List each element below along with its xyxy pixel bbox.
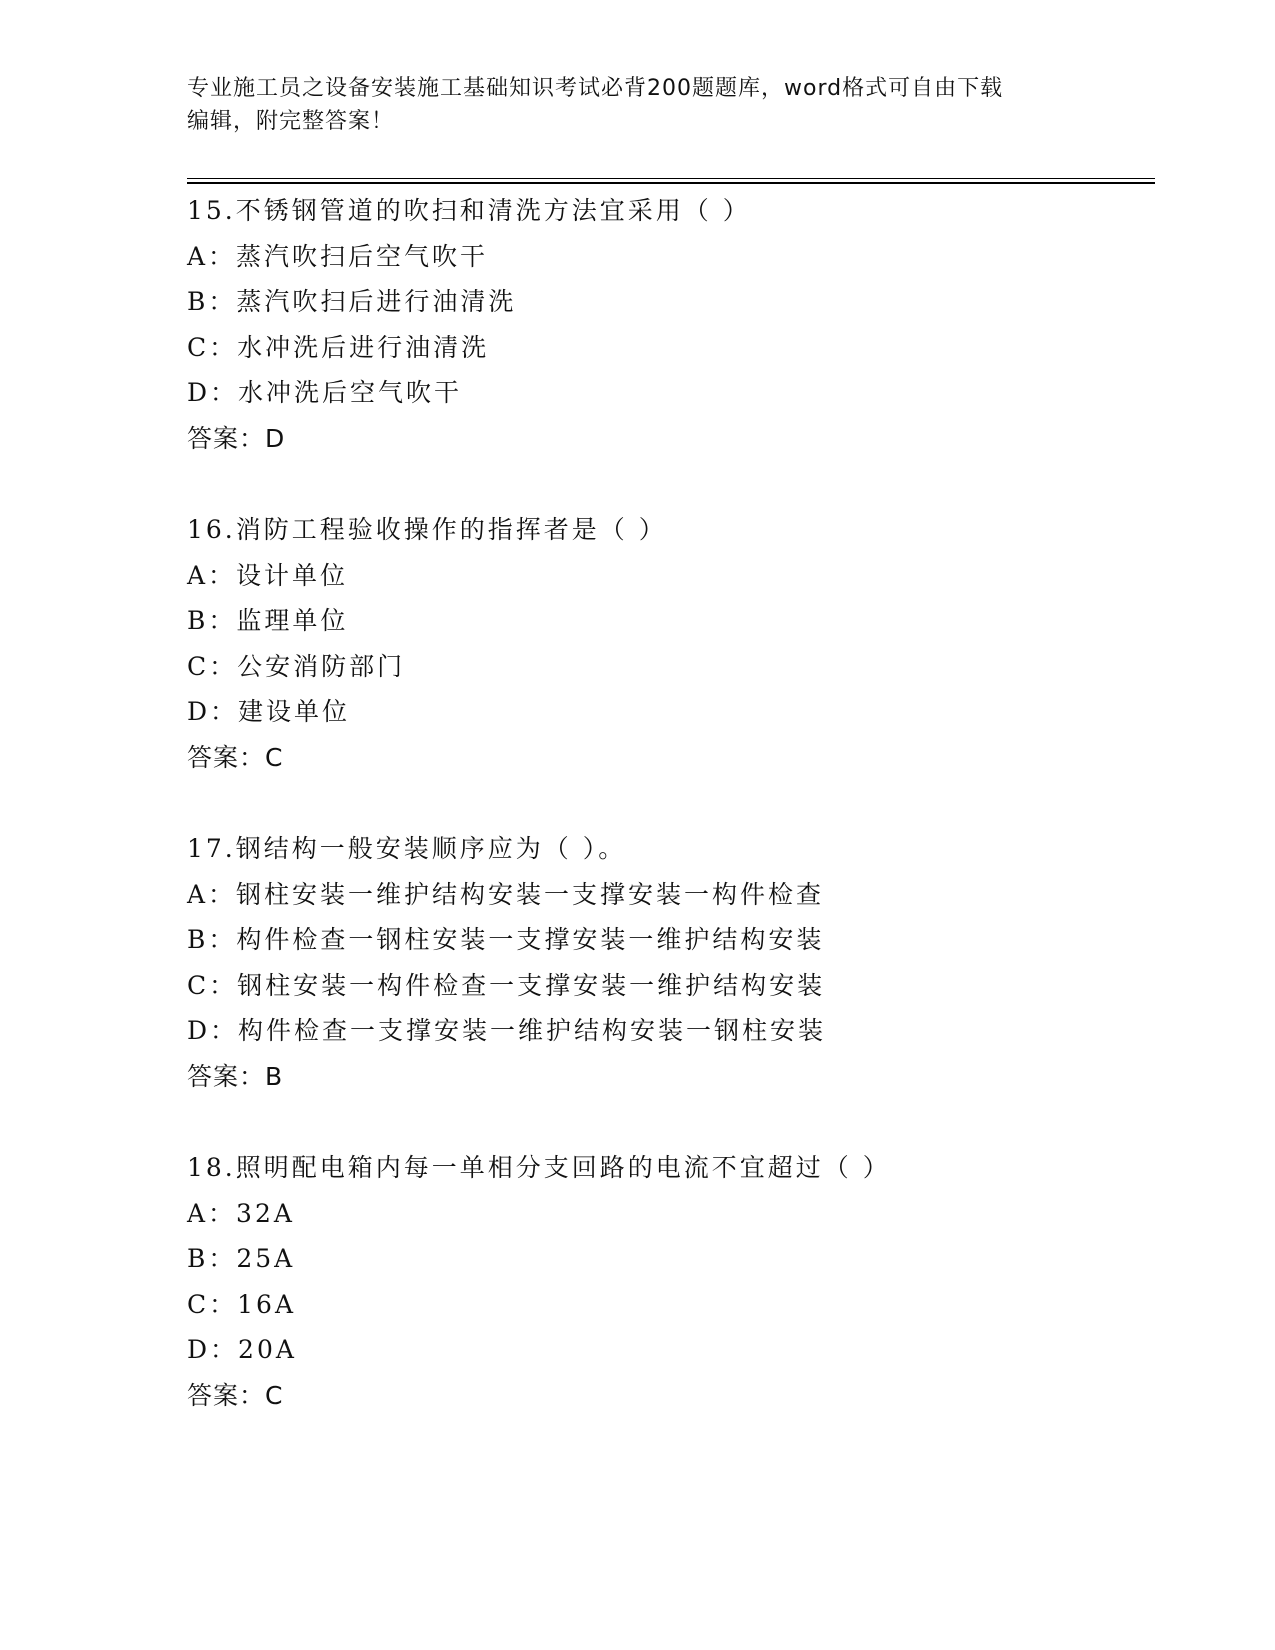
question-block-17 (187, 826, 1137, 1100)
option-d: D：水冲洗后空气吹干 (187, 378, 463, 408)
option-c: C：16A (187, 1289, 296, 1319)
option-a: A：设计单位 (187, 560, 349, 590)
answer-line: 答案：D (187, 423, 286, 453)
header-divider-thin (187, 178, 1155, 179)
option-a: A：蒸汽吹扫后空气吹干 (187, 241, 489, 271)
option-c: C：公安消防部门 (187, 651, 406, 681)
option-c: C：水冲洗后进行油清洗 (187, 332, 490, 362)
question-block-16 (187, 507, 1137, 781)
option-d: D：构件检查一支撑安装一维护结构安装一钢柱安装 (187, 1016, 827, 1046)
option-b: B：构件检查一钢柱安装一支撑安装一维护结构安装 (187, 925, 825, 955)
question-stem: 17.钢结构一般安装顺序应为（ ）。 (187, 834, 627, 863)
option-b: B：监理单位 (187, 606, 349, 636)
header-title-line-1: 专业施工员之设备安装施工基础知识考试必背200题题库，word格式可自由下载 (187, 76, 1004, 101)
option-a: A：32A (187, 1198, 295, 1228)
question-stem: 16.消防工程验收操作的指挥者是（ ） (187, 515, 667, 544)
option-d: D：建设单位 (187, 697, 351, 727)
document-header (187, 72, 1087, 138)
answer-line: 答案：B (187, 1061, 284, 1091)
header-divider-thick (187, 182, 1155, 184)
question-stem: 15.不锈钢管道的吹扫和清洗方法宜采用（ ） (187, 196, 751, 225)
answer-line: 答案：C (187, 742, 284, 772)
header-title-line-2: 编辑，附完整答案！ (187, 109, 395, 134)
option-d: D：20A (187, 1335, 297, 1365)
question-stem: 18.照明配电箱内每一单相分支回路的电流不宜超过（ ） (187, 1153, 891, 1182)
answer-line: 答案：C (187, 1380, 284, 1410)
option-a: A：钢柱安装一维护结构安装一支撑安装一构件检查 (187, 879, 825, 909)
option-b: B：蒸汽吹扫后进行油清洗 (187, 287, 517, 317)
option-c: C：钢柱安装一构件检查一支撑安装一维护结构安装 (187, 970, 826, 1000)
question-block-15 (187, 188, 1137, 462)
option-b: B：25A (187, 1244, 296, 1274)
question-block-18 (187, 1145, 1137, 1419)
